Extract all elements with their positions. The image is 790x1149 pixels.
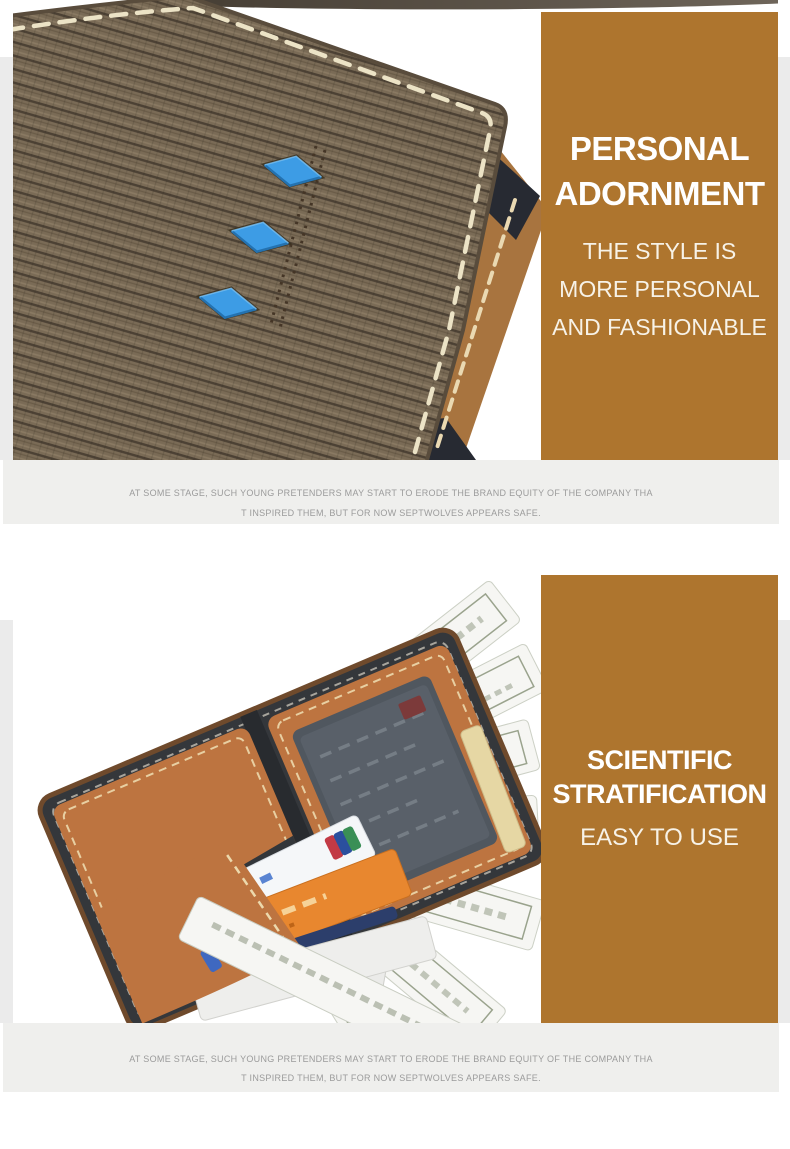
- promo-title-line: ADORNMENT: [554, 175, 765, 212]
- section-scientific-stratification: [0, 575, 790, 1023]
- backdrop-strip-right: [778, 620, 790, 1023]
- promo-subtitle-line: AND FASHIONABLE: [552, 314, 767, 340]
- disclaimer-band-2: [3, 1023, 779, 1092]
- backdrop-strip-left: [0, 620, 13, 1023]
- backdrop-strip-right: [778, 57, 790, 460]
- section-personal-adornment: [0, 0, 790, 460]
- promo-box-personal-adornment: [541, 12, 778, 460]
- bottom-whitespace: [0, 1092, 790, 1149]
- promo-title-line: PERSONAL: [569, 130, 750, 167]
- promo-subtitle: [580, 820, 739, 856]
- promo-title-line: STRATIFICATION: [552, 778, 767, 809]
- promo-title: [553, 743, 767, 811]
- promo-subtitle-line: MORE PERSONAL: [559, 276, 760, 302]
- disclaimer-text: AT SOME STAGE, SUCH YOUNG PRETENDERS MAY START TO ERODE THE BRAND EQUITY OF THE COMPANY THA T INSPIRED THEM, BUT FOR NOW SEPTWOLVES APPEARS SAFE.: [129, 488, 653, 518]
- backdrop-strip-left: [0, 57, 13, 460]
- promo-box-scientific-stratification: [541, 575, 778, 1023]
- disclaimer-text: AT SOME STAGE, SUCH YOUNG PRETENDERS MAY START TO ERODE THE BRAND EQUITY OF THE COMPANY THA T INSPIRED THEM, BUT FOR NOW SEPTWOLVES APPEARS SAFE.: [129, 1054, 653, 1083]
- disclaimer-band-1: [3, 460, 779, 524]
- promo-title-line: SCIENTIFIC: [586, 744, 732, 775]
- promo-subtitle: [552, 232, 767, 346]
- section-gap: [0, 524, 790, 575]
- open-wallet-photo: [13, 575, 541, 1023]
- promo-title: [555, 126, 765, 216]
- promo-subtitle-line: EASY TO USE: [580, 823, 739, 851]
- promo-subtitle-line: THE STYLE IS: [582, 238, 737, 264]
